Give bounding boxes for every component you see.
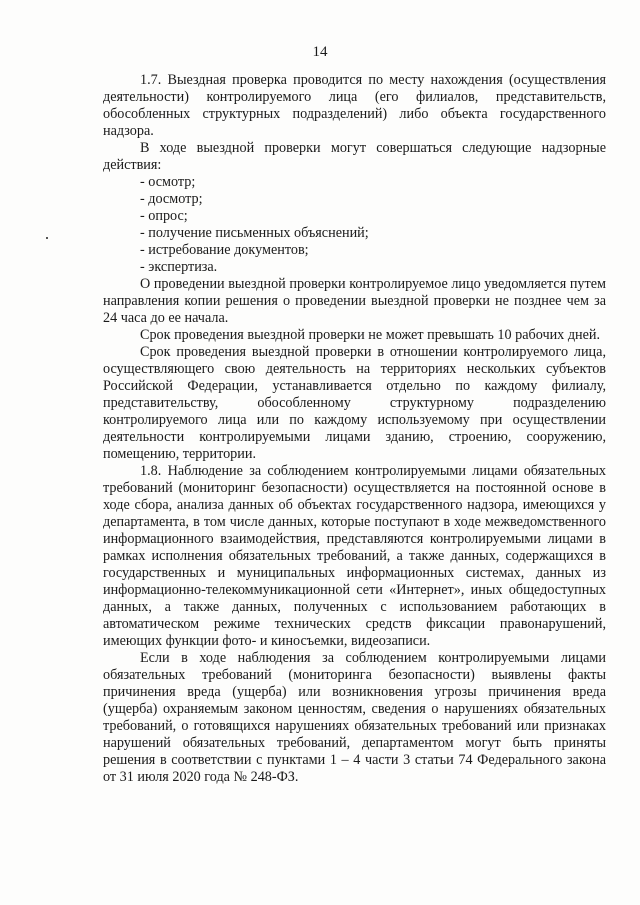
paragraph-inspection-term: Срок проведения выездной проверки не может превышать 10 рабочих дней. bbox=[140, 327, 601, 343]
paragraph-multi-region-term: Срок проведения выездной проверки в отношении контролируемого лица, осуществляющего свою деятельность на территориях нескольких субъектов Российской Федерации, устанавливается отдельно по каждому филиалу, представительству, обособленному структурному подразделению контролируемого лица или по каждому используемому при осуществлении деятельности контролируемыми лицами зданию, строению, сооружению, помещению, территории. bbox=[103, 344, 606, 462]
paragraph-monitoring-decisions: Если в ходе наблюдения за соблюдением контролируемыми лицами обязательных требований (мониторинга безопасности) выявлены факты причинения вреда (ущерба) или возникновения угрозы причинения вреда (ущерба) охраняемым законом ценностям, сведения о нарушениях обязательных требований, о готовящихся нарушениях обязательных требований или признаках нарушений обязательных требований, департаментом могут быть приняты решения в соответствии с пунктами 1 – 4 части 3 статьи 74 Федерального закона от 31 июля 2020 года № 248-ФЗ. bbox=[103, 650, 606, 785]
document-body bbox=[103, 72, 606, 786]
scan-artifact-mark bbox=[46, 237, 48, 239]
list-item: - получение письменных объяснений; bbox=[140, 225, 369, 241]
page-number: 14 bbox=[312, 44, 328, 60]
list-item: - осмотр; bbox=[140, 174, 196, 190]
list-item: - досмотр; bbox=[140, 191, 203, 207]
paragraph-supervisory-actions-intro: В ходе выездной проверки могут совершаться следующие надзорные действия: bbox=[103, 140, 606, 173]
list-item: - истребование документов; bbox=[140, 242, 309, 258]
list-item: - экспертиза. bbox=[140, 259, 218, 275]
paragraph-notification: О проведении выездной проверки контролируемое лицо уведомляется путем направления копии решения о проведении выездной проверки не позднее чем за 24 часа до ее начала. bbox=[103, 276, 606, 326]
supervisory-actions-list bbox=[103, 174, 606, 276]
list-item: - опрос; bbox=[140, 208, 188, 224]
paragraph-1-8-monitoring: 1.8. Наблюдение за соблюдением контролируемыми лицами обязательных требований (мониторинг безопасности) осуществляется на постоянной основе в ходе сбора, анализа данных об объектах государственного надзора, имеющихся у департамента, в том числе данных, которые поступают в ходе межведомственного информационного взаимодействия, представляются контролируемыми лицами в рамках исполнения обязательных требований, а также данных, содержащихся в государственных и муниципальных информационных системах, данных из информационно-телекоммуникационной сети «Интернет», иных общедоступных данных, а также данных, полученных с использованием работающих в автоматическом режиме технических средств фиксации правонарушений, имеющих функции фото- и киносъемки, видеозаписи. bbox=[103, 463, 606, 649]
paragraph-1-7-field-inspection: 1.7. Выездная проверка проводится по месту нахождения (осуществления деятельности) контролируемого лица (его филиалов, представительств, обособленных структурных подразделений) либо объекта государственного надзора. bbox=[103, 72, 606, 139]
